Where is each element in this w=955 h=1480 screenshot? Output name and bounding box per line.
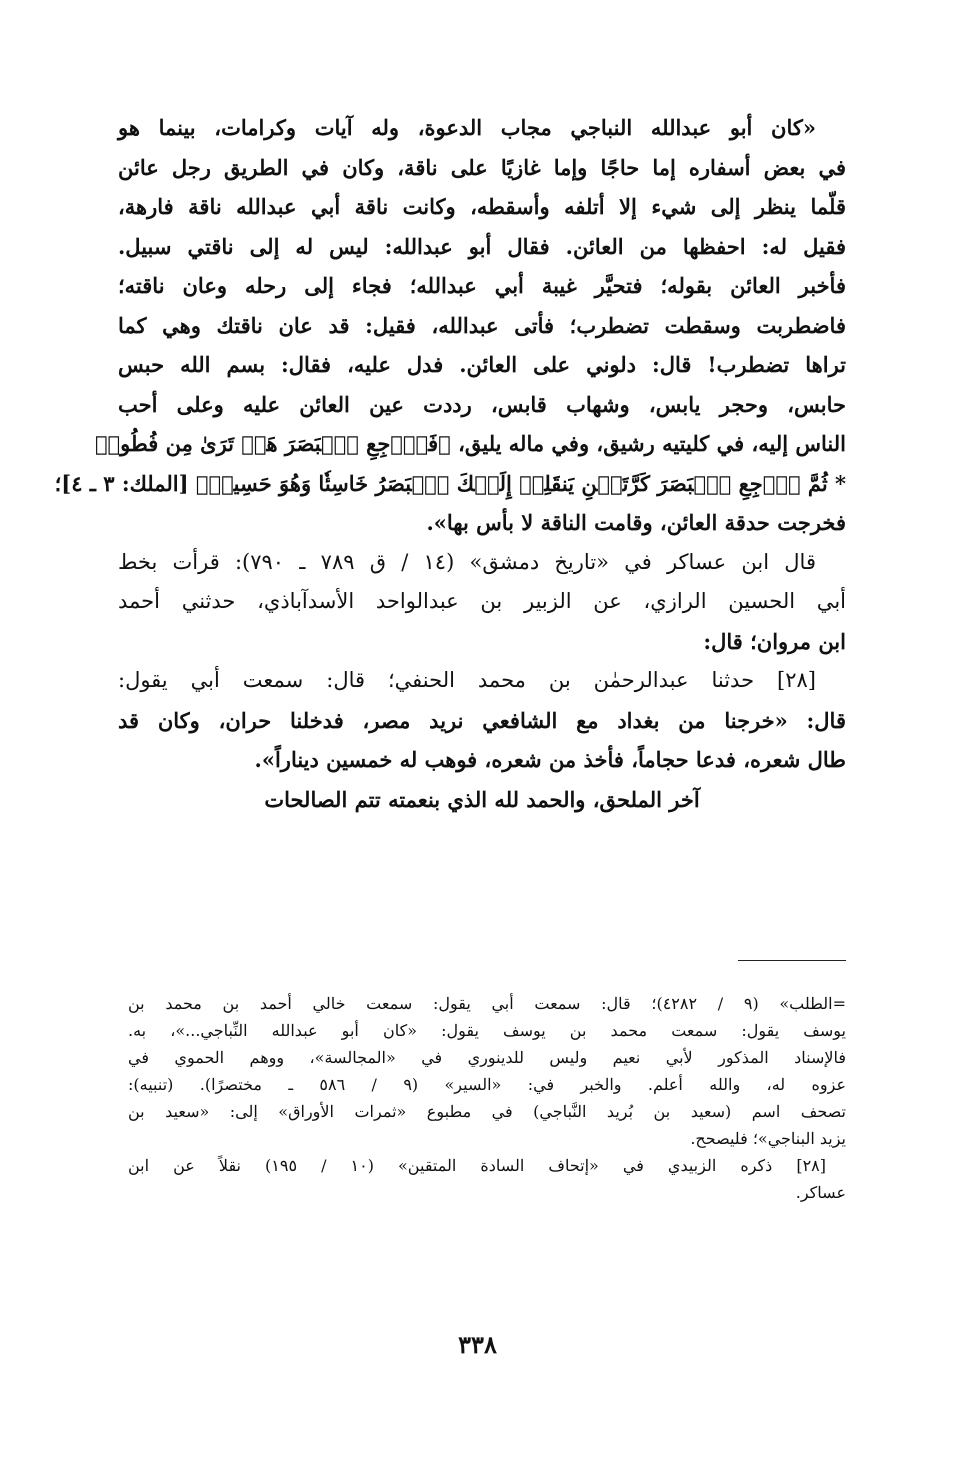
footnote-line: عساكر. (795, 1183, 846, 1202)
footnotes (128, 990, 846, 1206)
main-text (54, 108, 846, 819)
text-line: تراها تضطرب! قال: دلوني على العائن. فدل عليه، فقال: بسم الله حبس (118, 352, 846, 377)
isnad-paragraph (118, 543, 846, 662)
footnote-separator (738, 960, 846, 961)
text-line: فاضطربت وسقطت تضطرب؛ فأتى عبدالله، فقيل: قد عان ناقتك وهي كما (118, 312, 846, 338)
text-line: قلّما ينظر إلى شيء إلا أتلفه وأسقطه، وكانت ناقة أبي عبدالله ناقة فارهة، (118, 194, 846, 219)
text-line: * ثُمَّ ٱرۡجِعِ ٱلۡبَصَرَ كَرَّتَيۡنِ يَنقَلِبۡ إِلَيۡكَ ٱلۡبَصَرُ خَاسِئٗا وَهُوَ حَسِيرٞ﴾ [الملك: ٣ ـ ٤]؛ (54, 470, 846, 496)
text-line: أبي الحسين الرازي، عن الزبير بن عبدالواحد الأسدآباذي، حدثني أحمد (118, 589, 846, 613)
text-line: فخرجت حدقة العائن، وقامت الناقة لا بأس بها». (426, 510, 846, 535)
footnote-continued (128, 990, 846, 1152)
story-paragraph (54, 108, 846, 543)
text-line: قال ابن عساكر في «تاريخ دمشق» (١٤ / ق ٧٨٩ ـ ٧٩٠): قرأت بخط (118, 549, 816, 574)
report-28-paragraph (118, 661, 846, 780)
footnote-line: يزيد البناجي»؛ فليصحح. (690, 1129, 846, 1148)
text-line: ابن مروان؛ قال: (703, 628, 846, 654)
text-line: الناس إليه، في كليتيه رشيق، وفي ماله يليق، ﴿فَٱرۡجِعِ ٱلۡبَصَرَ هَلۡ تَرَىٰ مِن فُطُورٖ (94, 431, 846, 456)
text-line: حابس، وحجر يابس، وشهاب قابس، رددت عين العائن عليه وعلى أحب (118, 391, 846, 417)
text-line: فقيل له: احفظها من العائن. فقال أبو عبدالله: ليس له إلى ناقتي سبيل. (118, 233, 846, 259)
text-line: في بعض أسفاره إما حاجًا وإما غازيًا على ناقة، وكان في الطريق رجل عائن (118, 154, 846, 180)
closing-line: آخر الملحق، والحمد لله الذي بنعمته تتم الصالحات (264, 786, 700, 812)
footnote-line: تصحف اسم (سعيد بن بُريد النَّباجي) في مطبوع «ثمرات الأوراق» إلى: «سعيد بن (128, 1102, 846, 1121)
text-line: طال شعره، فدعا حجاماً، فأخذ من شعره، فوهب له خمسين ديناراً». (254, 747, 846, 772)
text-line: [٢٨] حدثنا عبدالرحمٰن بن محمد الحنفي؛ قال: سمعت أبي يقول: (118, 668, 816, 692)
footnote-line: عزوه له، والله أعلم. والخبر في: «السير» (٩ / ٥٨٦ ـ مختصرًا). (تنبيه): (128, 1075, 847, 1094)
footnote-line: يوسف يقول: سمعت محمد بن يوسف يقول: «كان أبو عبدالله النِّباجي...»، به. (128, 1021, 846, 1040)
text-line: فأخبر العائن بقوله؛ فتحيَّر غيبة أبي عبدالله؛ فجاء إلى رحله وعان ناقته؛ (118, 273, 846, 298)
text-line: قال: «خرجنا من بغداد مع الشافعي نريد مصر، فدخلنا حران، وكان قد (118, 707, 846, 733)
text-line: «كان أبو عبدالله النباجي مجاب الدعوة، وله آيات وكرامات، بينما هو (118, 115, 816, 140)
footnote-line: =الطلب» (٩ / ٤٢٨٢)؛ قال: سمعت أبي يقول: سمعت خالي أحمد بن محمد بن (128, 994, 847, 1013)
footnote-line: [٢٨] ذكره الزبيدي في «إتحاف السادة المتقين» (١٠ / ١٩٥) نقلاً عن ابن (128, 1156, 826, 1175)
footnote-28 (128, 1152, 846, 1206)
footnote-line: فالإسناد المذكور لأبي نعيم وليس للدينوري في «المجالسة»، ووهم الحموي في (128, 1048, 847, 1067)
page-number: ٣٣٨ (458, 1330, 497, 1359)
